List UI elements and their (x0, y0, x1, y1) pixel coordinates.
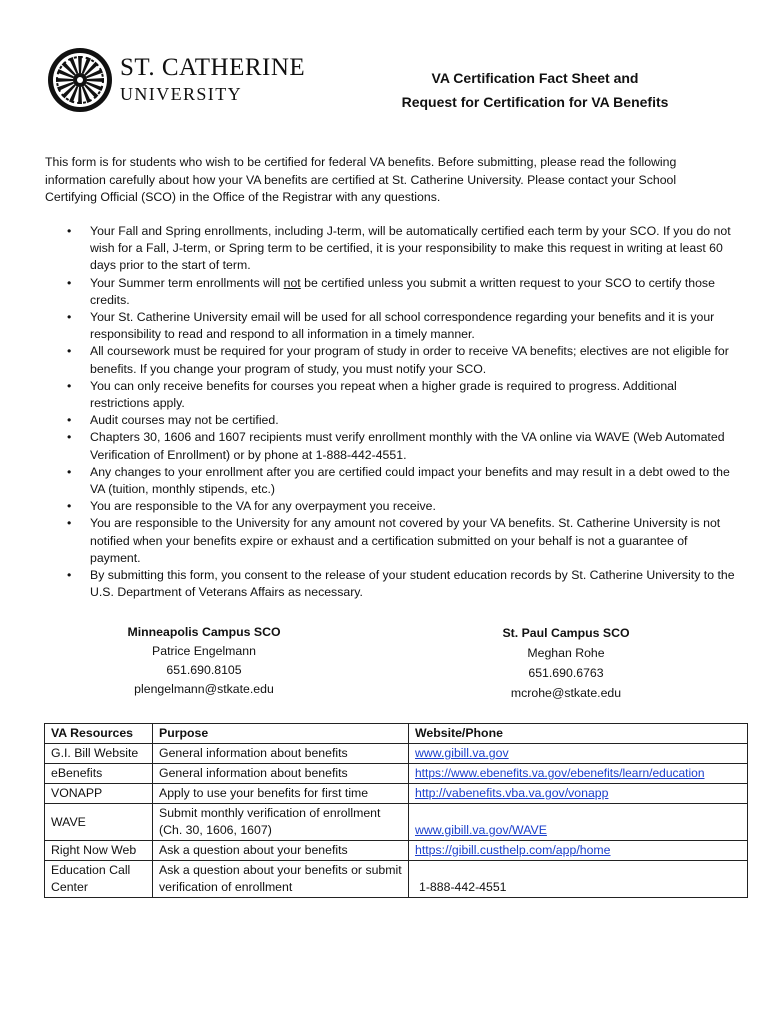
column-header: Purpose (153, 724, 409, 744)
resource-purpose: Submit monthly verification of enrollment (Ch. 30, 1606, 1607) (153, 804, 409, 841)
list-item: • By submitting this form, you consent to the release of your student education records by St. Catherine University to the U.S. Department of Veterans Affairs as necessary. (45, 567, 735, 601)
list-item: • Audit courses may not be certified. (45, 412, 735, 429)
sco-name: Meghan Rohe (527, 646, 605, 660)
logo-name: ST. CATHERINE (120, 54, 306, 81)
sco-heading: Minneapolis Campus SCO (127, 625, 281, 639)
minneapolis-sco-contact (104, 623, 304, 699)
resource-name: VONAPP (45, 784, 153, 804)
sco-email[interactable]: mcrohe@stkate.edu (510, 686, 622, 700)
resource-name: WAVE (45, 804, 153, 841)
sco-phone: 651.690.8105 (166, 663, 242, 677)
sco-name: Patrice Engelmann (152, 644, 256, 658)
resource-purpose: Ask a question about your benefits or submit verification of enrollment (153, 861, 409, 898)
list-item: • Your Fall and Spring enrollments, including J-term, will be automatically certified each term by your SCO. If you do not wish for a Fall, J-term, or Spring term to be certified, it is your responsibility to make this request in writing at least 60 days prior to the start of term. (45, 223, 735, 275)
intro-paragraph: This form is for students who wish to be certified for federal VA benefits. Before submitting, please read the following information carefully about how your VA benefits are certified at St. Catherine University. Please contact your School Certifying Official (SCO) in the Office of the Registrar with any questions. (45, 155, 677, 205)
resource-purpose: General information about benefits (153, 764, 409, 784)
list-item: • You are responsible to the VA for any overpayment you receive. (45, 498, 735, 515)
list-item: • Chapters 30, 1606 and 1607 recipients must verify enrollment monthly with the VA online via WAVE (Web Automated Verification of Enrollment) or by phone at 1-888-442-4551. (45, 429, 735, 463)
list-item: • Your St. Catherine University email will be used for all school correspondence regarding your benefits and it is your responsibility to read and respond to all information in a timely manner. (45, 309, 735, 343)
list-item: • All coursework must be required for your program of study in order to receive VA benefits; electives are not eligible for benefits. If you change your program of study, you must notify your SCO. (45, 343, 735, 377)
table-row (45, 784, 748, 804)
list-item: • You can only receive benefits for courses you repeat when a higher grade is required to progress. Additional restrictions apply. (45, 378, 735, 412)
resource-name: G.I. Bill Website (45, 744, 153, 764)
column-header: VA Resources (45, 724, 153, 744)
table-row (45, 861, 748, 898)
sco-phone: 651.690.6763 (528, 666, 604, 680)
sco-email[interactable]: plengelmann@stkate.edu (134, 682, 274, 696)
table-header-row (45, 724, 748, 744)
logo-subname: UNIVERSITY (120, 84, 242, 104)
list-item: • You are responsible to the University for any amount not covered by your VA benefits. St. Catherine University is not notified when your benefits expire or exhaust and a certification submitted on your behalf is not a guarantee of payment. (45, 515, 735, 567)
resource-link[interactable]: http://vabenefits.vba.va.gov/vonapp (409, 784, 748, 804)
title-line-2: Request for Certification for VA Benefits (401, 94, 669, 110)
stpaul-sco-contact (466, 623, 666, 703)
resource-link[interactable]: https://www.ebenefits.va.gov/ebenefits/learn/education (409, 764, 748, 784)
resource-link[interactable]: https://gibill.custhelp.com/app/home (409, 841, 748, 861)
va-resources-table (44, 723, 748, 898)
resource-name: eBenefits (45, 764, 153, 784)
list-item: • Your Summer term enrollments will not be certified unless you submit a written request to your SCO to certify those credits. (45, 275, 735, 309)
university-logo (46, 46, 306, 116)
resource-purpose: General information about benefits (153, 744, 409, 764)
column-header: Website/Phone (409, 724, 748, 744)
resource-phone: 1-888-442-4551 (409, 861, 748, 898)
table-row (45, 744, 748, 764)
title-line-1: VA Certification Fact Sheet and (431, 70, 639, 86)
table-row (45, 804, 748, 841)
resource-name: Education Call Center (45, 861, 153, 898)
university-seal-icon (46, 46, 114, 114)
sco-heading: St. Paul Campus SCO (502, 626, 630, 640)
table-row (45, 841, 748, 861)
table-row (45, 764, 748, 784)
resource-link[interactable]: www.gibill.va.gov (409, 744, 748, 764)
resource-purpose: Ask a question about your benefits (153, 841, 409, 861)
resource-link[interactable]: www.gibill.va.gov/WAVE (409, 804, 748, 841)
resource-purpose: Apply to use your benefits for first time (153, 784, 409, 804)
list-item: • Any changes to your enrollment after you are certified could impact your benefits and may result in a debt owed to the VA (tuition, monthly stipends, etc.) (45, 464, 735, 498)
emphasis-not: not (283, 275, 301, 290)
policy-list (45, 223, 735, 601)
page-title (330, 66, 740, 114)
resource-name: Right Now Web (45, 841, 153, 861)
